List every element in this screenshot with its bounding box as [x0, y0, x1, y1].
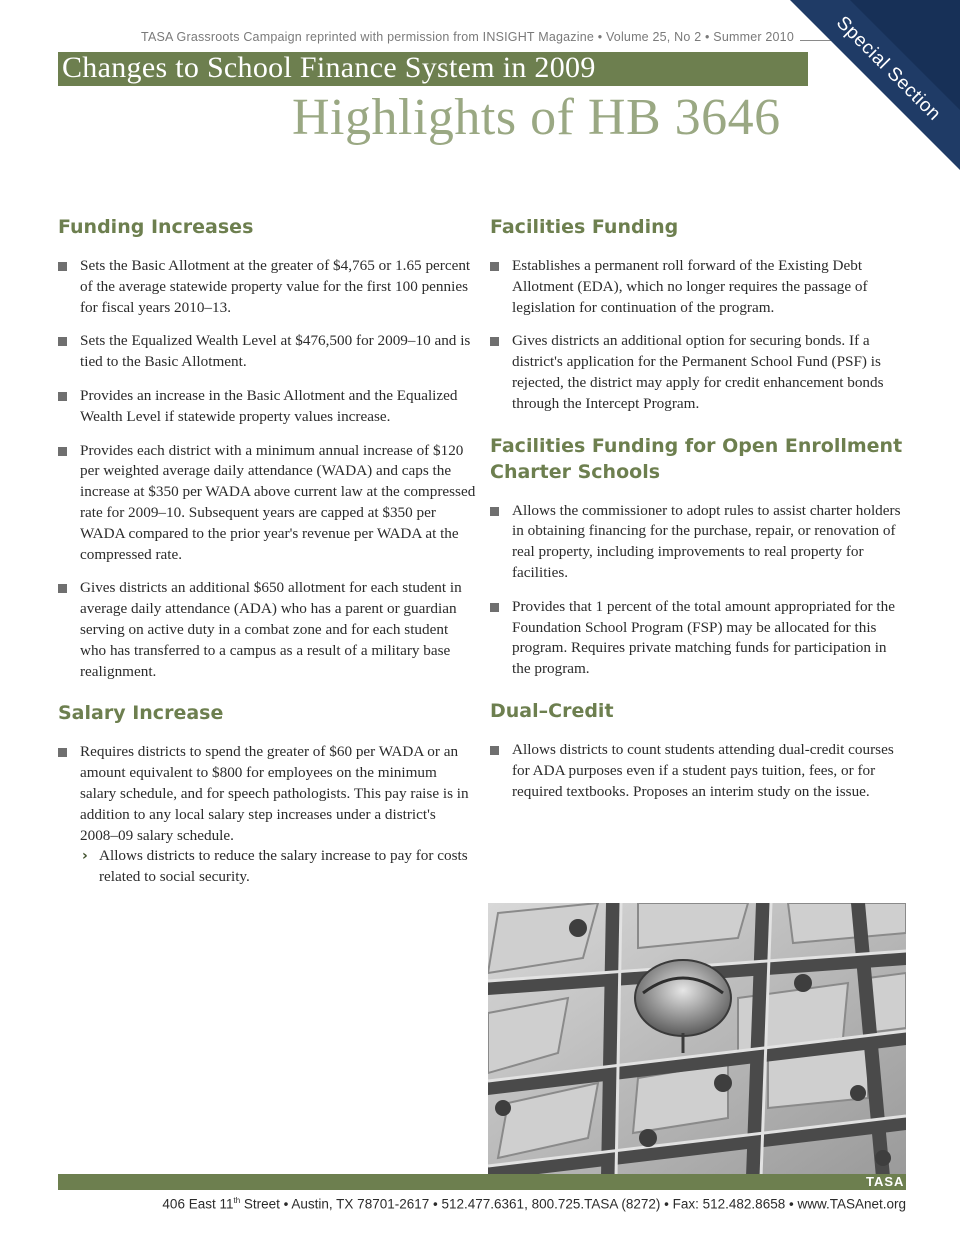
bullet-square-icon — [58, 748, 67, 757]
salary-heading: Salary Increase — [58, 702, 224, 725]
list-item-text: Provides an increase in the Basic Allotment and the Equalized Wealth Level if statewide property values increase. — [80, 386, 458, 425]
list-item — [490, 501, 908, 584]
section-title: Changes to School Finance System in 2009 — [62, 51, 596, 84]
bullet-square-icon — [490, 603, 499, 612]
footer-address-rest: Street • Austin, TX 78701-2617 • 512.477.6361, 800.725.TASA (8272) • Fax: 512.482.8658 • www.TASAnet.org — [240, 1196, 906, 1212]
left-column — [58, 214, 476, 901]
list-item — [490, 597, 908, 680]
list-item — [58, 742, 476, 888]
special-section-corner — [780, 0, 960, 180]
footer-contact — [58, 1196, 906, 1212]
footer-bar — [58, 1174, 906, 1190]
list-item — [58, 386, 476, 428]
sub-item — [80, 846, 476, 888]
corner-label: Special Section — [831, 12, 945, 126]
dual-credit-heading: Dual–Credit — [490, 699, 614, 722]
list-item-text: Sets the Basic Allotment at the greater of $4,765 or 1.65 percent of the average statewide property value for the first 100 pennies for fiscal years 2010–13. — [80, 257, 471, 316]
facilities-list — [490, 256, 908, 415]
list-item — [58, 331, 476, 373]
masthead — [0, 30, 800, 44]
bullet-square-icon — [490, 507, 499, 516]
footer-address-start: 406 East 11 — [162, 1196, 234, 1212]
list-item-text: Provides that 1 percent of the total amount appropriated for the Foundation School Program (FSP) may be allocated for this program. Requires private matching funds for participation in the program. — [512, 597, 895, 678]
bullet-square-icon — [58, 262, 67, 271]
funding-heading: Funding Increases — [58, 216, 254, 238]
footer-address-sup: th — [233, 1196, 241, 1205]
list-item-text: Requires districts to spend the greater of $60 per WADA or an amount equivalent to $800 for employees on the minimum salary schedule, and for speech pathologists. This pay raise is in addition to any local salary step increases under a district's 2008–09 salary schedule. — [80, 743, 469, 844]
page-headline: Highlights of HB 3646 — [292, 89, 781, 146]
chevron-right-icon: › — [82, 848, 88, 865]
list-item-text: Sets the Equalized Wealth Level at $476,500 for 2009–10 and is tied to the Basic Allotment. — [80, 332, 471, 371]
charter-list — [490, 501, 908, 680]
bullet-square-icon — [490, 337, 499, 346]
dual-credit-list — [490, 740, 908, 802]
list-item-text: Establishes a permanent roll forward of the Existing Debt Allotment (EDA), which no longer requires the passage of legislation for continuation of the program. — [512, 257, 868, 316]
list-item — [58, 578, 476, 682]
list-item-text: Provides each district with a minimum annual increase of $120 per weighted average daily attendance (WADA) and caps the increase at $350 per WADA above current law at the compressed rate for 2009–10. Subsequent years are capped at $350 per WADA compared to the prior year's revenue per WADA at the compressed rate. — [80, 441, 476, 563]
list-item — [490, 331, 908, 414]
facilities-heading: Facilities Funding — [490, 216, 679, 238]
bullet-square-icon — [58, 392, 67, 401]
bullet-square-icon — [490, 262, 499, 271]
list-item — [490, 740, 908, 802]
right-column — [490, 214, 908, 815]
list-item-text: Allows districts to count students attending dual-credit courses for ADA purposes even if a student pays tuition, fees, or for required textbooks. Proposes an interim study on the issue. — [512, 740, 894, 800]
bullet-square-icon — [58, 584, 67, 593]
masthead-text: TASA Grassroots Campaign reprinted with permission from INSIGHT Magazine • Volume 25, No 2 • Summer 2010 — [133, 30, 798, 44]
list-item — [490, 256, 908, 318]
tasa-logo: TASA — [866, 1174, 905, 1189]
list-item — [58, 256, 476, 318]
sub-item-text: Allows districts to reduce the salary increase to pay for costs related to social security. — [99, 847, 468, 886]
bullet-square-icon — [58, 447, 67, 456]
list-item-text: Gives districts an additional option for securing bonds. If a district's application for the Permanent School Fund (PSF) is rejected, the district may apply for credit enhancement bonds through the Intercept Program. — [512, 332, 884, 412]
list-item-text: Allows the commissioner to adopt rules to assist charter holders in obtaining financing for the purchase, repair, or renovation of real property, including improvements to real property for facilities. — [512, 501, 901, 581]
list-item — [58, 441, 476, 566]
bullet-square-icon — [490, 746, 499, 755]
list-item-text: Gives districts an additional $650 allotment for each student in average daily attendance (ADA) who has a parent or guardian serving on active duty in a combat zone and for each student who has transferred to a campus as a result of a military base realignment. — [80, 579, 462, 680]
coffered-ceiling-image — [488, 903, 906, 1177]
salary-list — [58, 742, 476, 888]
ceiling-photo — [488, 903, 906, 1177]
charter-heading: Facilities Funding for Open Enrollment Charter Schools — [490, 434, 903, 483]
bullet-square-icon — [58, 337, 67, 346]
funding-list — [58, 256, 476, 682]
